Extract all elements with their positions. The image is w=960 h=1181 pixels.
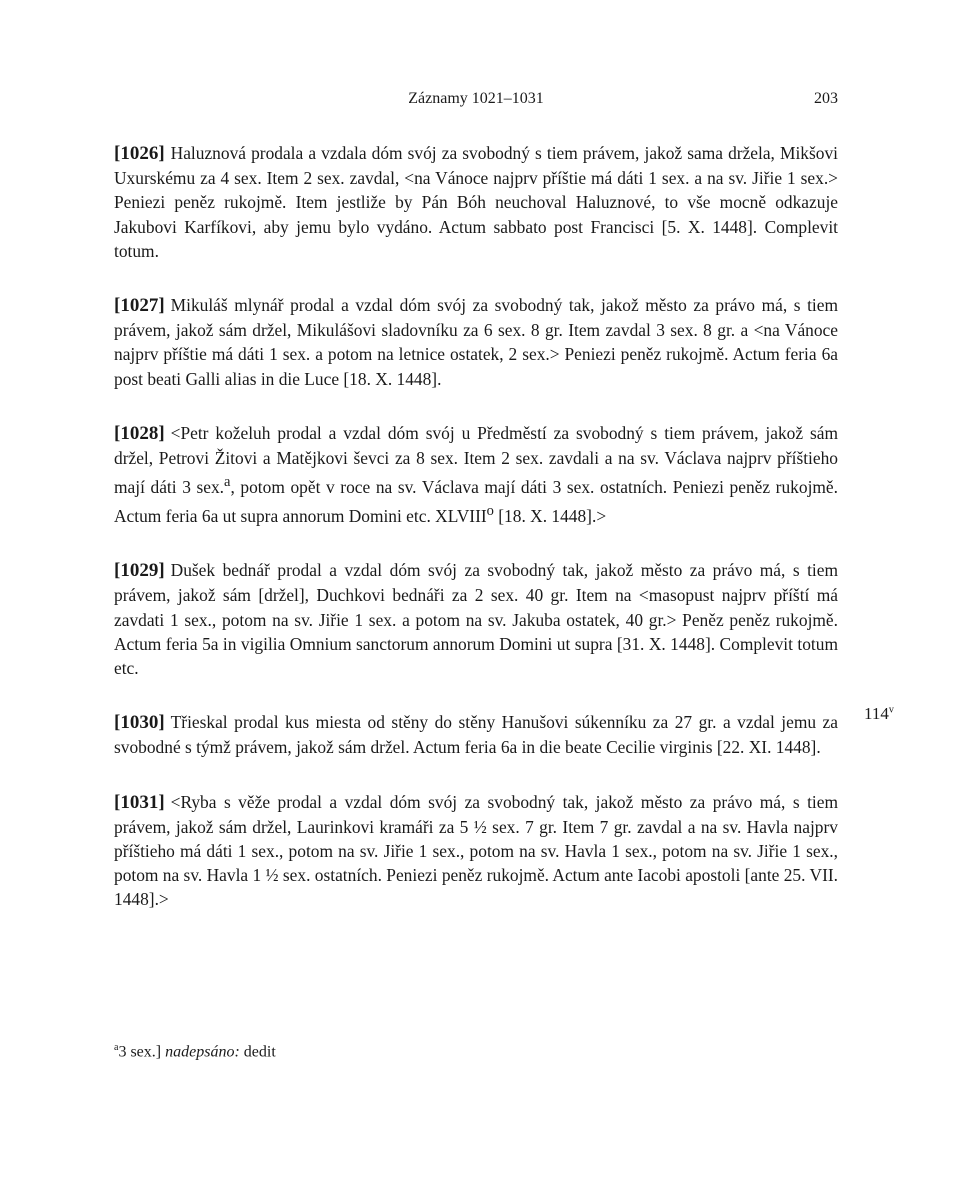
footnote-reference: a: [224, 474, 231, 491]
footnote-note: nadepsáno:: [165, 1043, 240, 1061]
entry-text: Mikuláš mlynář prodal a vzdal dóm svój za svobodný tak, jakož město za právo má, s tiem právem, jakož sám držel, Mikulášovi sladovníku za 6 sex. 8 gr. Item zavdal 3 sex. 8 gr. a <na Vánoce najprv příštie má dáti 1 sex. a potom na letnice ostatek, 2 sex.> Peniezi peněz rukojmě. Actum feria 6a post beati Galli alias in die Luce [18. X. 1448].: [114, 295, 838, 389]
page-number: 203: [814, 90, 838, 107]
running-head: [114, 90, 838, 114]
entry-text-end: [18. X. 1448].>: [493, 506, 607, 527]
footnote-mark: a: [114, 1042, 119, 1053]
entry-1030: [114, 710, 838, 759]
entry-1028: [114, 421, 838, 528]
entries-list: [114, 141, 838, 942]
entry-number: [1026]: [114, 143, 165, 164]
folio-margin-note: [864, 704, 894, 724]
degree-mark: o: [486, 503, 494, 520]
running-title: Záznamy 1021–1031: [408, 90, 544, 107]
folio-side: v: [888, 704, 894, 716]
entry-text: Dušek bednář prodal a vzdal dóm svój za svobodný tak, jakož město za právo má, s tiem právem, jakož sám [držel], Duchkovi bednáři za 2 sex. 40 gr. Item na <masopust najprv příští má zavdati 1 sex., potom na sv. Jiřie 1 sex. a potom na sv. Jakuba ostatek, 40 gr.> Peněz peněz rukojmě. Actum feria 5a in vigilia Omnium sanctorum annorum Domini ut supra [31. X. 1448]. Complevit totum etc.: [114, 560, 838, 679]
entry-text: Haluznová prodala a vzdala dóm svój za svobodný s tiem právem, jakož sama držela, Mikšovi Uxurskému za 4 sex. Item 2 sex. zavdal, <na Vánoce najprv příštie má dáti 1 sex. a na sv. Jiřie 1 sex.> Peniezi peněz rukojmě. Item jestliže by Pán Bóh neuchoval Haluznové, to vše mocně odkazuje Jakubovi Karfíkovi, aby jemu bylo vydáno. Actum sabbato post Francisci [5. X. 1448]. Complevit totum.: [114, 143, 838, 261]
entry-number: [1031]: [114, 791, 165, 813]
footnote-ref: 3 sex.]: [118, 1043, 162, 1061]
entry-1029: [114, 558, 838, 680]
footnote-text: dedit: [243, 1043, 276, 1061]
entry-text: <Petr koželuh prodal a vzdal dóm svój u Předměstí za svobodný s tiem právem, jakož sám držel, Petrovi Žitovi a Matějkovi ševci za 8 sex. Item 2 sex. zavdali a na sv. Václava najprv příštieho mají dáti 3 sex.: [114, 422, 838, 498]
entry-number: [1030]: [114, 712, 165, 734]
entry-number: [1027]: [114, 295, 165, 317]
entry-text-continued: , potom opět v roce na sv. Václava mají dáti 3 sex. ostatních. Peniezi peněz rukojmě. Actum feria 6a ut supra annorum Domini etc. XLVIII: [114, 477, 838, 527]
entry-1027: [114, 293, 838, 391]
entry-1031: [114, 790, 838, 912]
footnote: [114, 1042, 276, 1061]
entry-number: [1029]: [114, 560, 165, 582]
entry-1026: [114, 141, 838, 263]
entry-number: [1028]: [114, 422, 165, 444]
entry-text: Třieskal prodal kus miesta od stěny do stěny Hanušovi súkenníku za 27 gr. a vzdal jemu za svobodné s týmž právem, jakož sám držel. Actum feria 6a in die beate Cecilie virginis [22. XI. 1448].: [114, 712, 838, 758]
entry-text: <Ryba s věže prodal a vzdal dóm svój za svobodný tak, jakož město za právo má, s tiem právem, jakož sám držel, Laurinkovi kramáři za 5 ½ sex. 7 gr. Item 7 gr. zavdal a na sv. Havla najprv příštieho má dáti 1 sex., potom na sv. Jiřie 1 sex., potom na sv. Havla 1 sex., potom na sv. Jiřie 1 sex., potom na sv. Havla 1 ½ sex. ostatních. Peniezi peněz rukojmě. Actum ante Iacobi apostoli [ante 25. VII. 1448].>: [114, 791, 838, 910]
folio-number: 114: [864, 704, 889, 723]
